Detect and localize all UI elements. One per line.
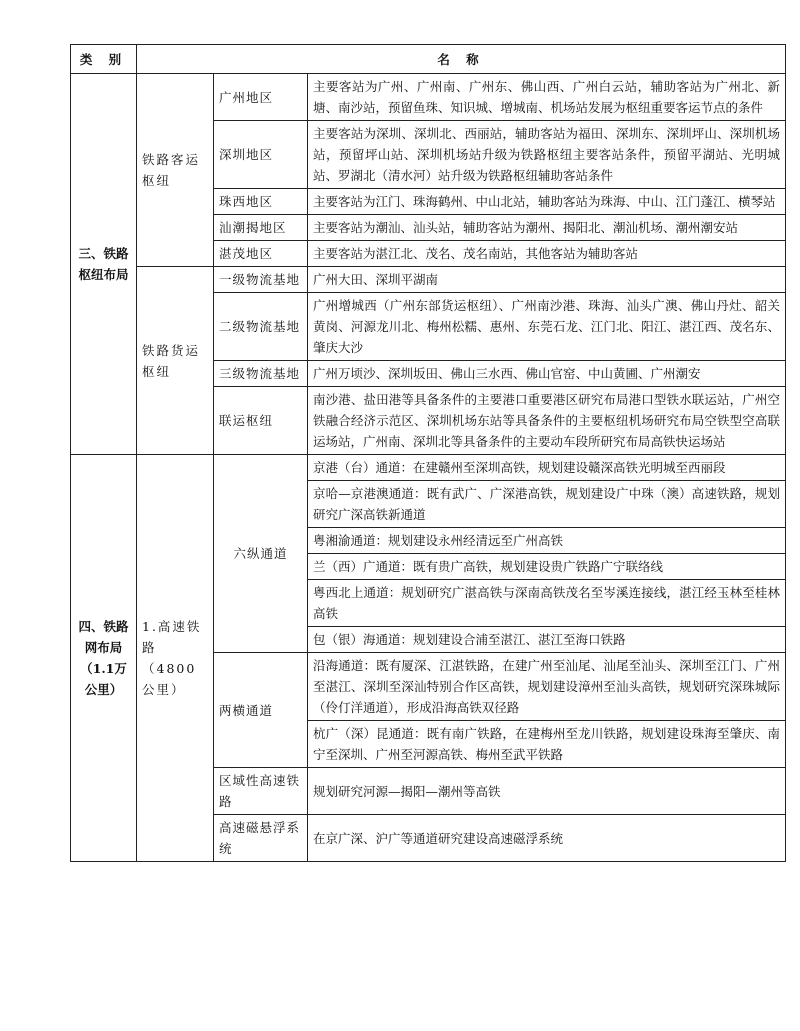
header-name: 名 称: [137, 45, 786, 74]
corridor-desc: 粤西北上通道：规划研究广湛高铁与深南高铁茂名至岑溪连接线，湛江经玉林至桂林高铁: [308, 580, 786, 627]
corridor-desc: 沿海通道：既有厦深、江湛铁路，在建广州至汕尾、汕尾至汕头、深圳至江门、广州至湛江、深圳至深汕特别合作区高铁，规划建设漳州至汕头高铁，规划研究深珠城际（伶仃洋通道），形成沿海高铁双径路: [308, 653, 786, 721]
area-desc: 主要客站为江门、珠海鹤州、中山北站，辅助客站为珠海、中山、江门蓬江、横琴站: [308, 189, 786, 215]
two-horizontal-label: 两横通道: [214, 653, 308, 768]
corridor-desc: 兰（西）广通道：既有贵广高铁，规划建设贵广铁路广宁联络线: [308, 554, 786, 580]
corridor-desc: 京港（台）通道：在建赣州至深圳高铁，规划建设赣深高铁光明城至西丽段: [308, 455, 786, 481]
area-name: 联运枢纽: [214, 387, 308, 455]
railway-layout-table: [70, 44, 786, 862]
regional-hsr-desc: 规划研究河源—揭阳—潮州等高铁: [308, 768, 786, 815]
section4-label: 四、铁路网布局（1.1万公里）: [71, 455, 137, 862]
area-desc: 广州增城西（广州东部货运枢纽）、广州南沙港、珠海、汕头广澳、佛山丹灶、韶关黄岗、河源龙川北、梅州松糯、惠州、东莞石龙、江门北、阳江、湛江西、茂名东、肇庆大沙: [308, 293, 786, 361]
table-row: [71, 267, 786, 293]
maglev-label: 高速磁悬浮系统: [214, 815, 308, 862]
corridor-desc: 粤湘渝通道：规划建设永州经清远至广州高铁: [308, 528, 786, 554]
area-name: 珠西地区: [214, 189, 308, 215]
maglev-desc: 在京广深、沪广等通道研究建设高速磁浮系统: [308, 815, 786, 862]
passenger-hub-label: 铁路客运枢纽: [137, 74, 214, 267]
corridor-desc: 包（银）海通道：规划建设合浦至湛江、湛江至海口铁路: [308, 627, 786, 653]
area-desc: 南沙港、盐田港等具备条件的主要港口重要港区研究布局港口型铁水联运站，广州空铁融合经济示范区、深圳机场东站等具备条件的主要枢纽机场研究布局空铁型空高联运场站，广州南、深圳北等具备条件的主要动车段所研究布局高铁快运场站: [308, 387, 786, 455]
area-name: 一级物流基地: [214, 267, 308, 293]
area-desc: 主要客站为深圳、深圳北、西丽站，辅助客站为福田、深圳东、深圳坪山、深圳机场站，预留坪山站、深圳机场站升级为铁路枢纽主要客站条件，预留平湖站、光明城站、罗湖北（清水河）站升级为铁路枢纽辅助客站条件: [308, 121, 786, 189]
area-name: 汕潮揭地区: [214, 215, 308, 241]
area-desc: 广州大田、深圳平湖南: [308, 267, 786, 293]
section3-label: 三、铁路枢纽布局: [71, 74, 137, 455]
area-name: 三级物流基地: [214, 361, 308, 387]
table-header-row: [71, 45, 786, 74]
area-name: 湛茂地区: [214, 241, 308, 267]
corridor-desc: 京哈—京港澳通道：既有武广、广深港高铁，规划建设广中珠（澳）高速铁路，规划研究广深高铁新通道: [308, 481, 786, 528]
hsr-label: 1.高速铁路（4800公里）: [137, 455, 214, 862]
area-name: 广州地区: [214, 74, 308, 121]
corridor-desc: 杭广（深）昆通道：既有南广铁路，在建梅州至龙川铁路，规划建设珠海至肇庆、南宁至深圳、广州至河源高铁、梅州至武平铁路: [308, 721, 786, 768]
regional-hsr-label: 区域性高速铁路: [214, 768, 308, 815]
area-desc: 主要客站为潮汕、汕头站，辅助客站为潮州、揭阳北、潮汕机场、潮州潮安站: [308, 215, 786, 241]
header-category: 类 别: [71, 45, 137, 74]
table-row: [71, 455, 786, 481]
six-vertical-label: 六纵通道: [214, 455, 308, 653]
area-name: 深圳地区: [214, 121, 308, 189]
freight-hub-label: 铁路货运枢纽: [137, 267, 214, 455]
area-name: 二级物流基地: [214, 293, 308, 361]
area-desc: 主要客站为广州、广州南、广州东、佛山西、广州白云站，辅助客站为广州北、新塘、南沙站，预留鱼珠、知识城、增城南、机场站发展为枢纽重要客运节点的条件: [308, 74, 786, 121]
area-desc: 广州万顷沙、深圳坂田、佛山三水西、佛山官窑、中山黄圃、广州潮安: [308, 361, 786, 387]
table-row: [71, 74, 786, 121]
area-desc: 主要客站为湛江北、茂名、茂名南站，其他客站为辅助客站: [308, 241, 786, 267]
